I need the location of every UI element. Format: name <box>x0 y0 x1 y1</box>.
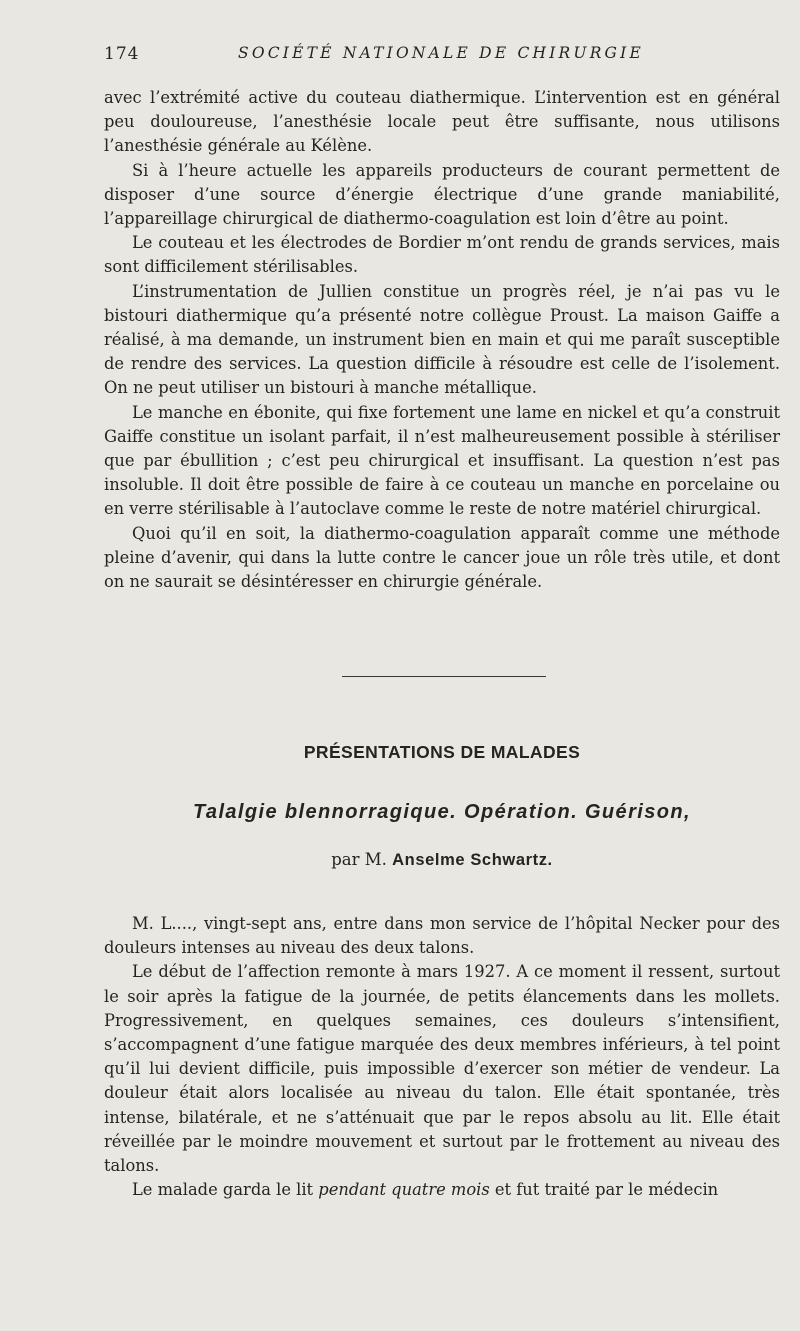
paragraph: Quoi qu’il en soit, la diathermo-coagulation apparaît comme une méthode pleine d’avenir, qui dans la lutte contre le cancer joue un rôle très utile, et dont on ne saurait se désintéresser en chirurgie générale. <box>104 523 780 592</box>
paragraph: Si à l’heure actuelle les appareils producteurs de courant permettent de disposer d’une source d’énergie électrique d’une grande maniabilité, l’appareillage chirurgical de diathermo-coagulation est loin d’être au point. <box>104 160 780 229</box>
italic-text: pendant quatre mois <box>318 1180 490 1200</box>
paragraph: Le début de l’affection remonte à mars 1927. A ce moment il ressent, surtout le soir après la fatigue de la journée, de petits élancements dans les mollets. Progressivement, en quelques semaines, ces douleurs s’intensifient, s’accompagnent d’une fatigue marquée des deux membres inférieurs, à tel point qu’il lui devient difficile, puis impossible d’exercer son métier de vendeur. La douleur était alors localisée au niveau du talon. Elle était spontanée, très intense, bilatérale, et ne s’atténuait que par le repos absolu au lit. Elle était réveillée par le moindre mouvement et surtout par le frottement au niveau des talons. <box>104 962 780 1176</box>
author-name: Anselme Schwartz. <box>392 851 553 869</box>
text-run: Le malade garda le lit <box>132 1180 314 1200</box>
paragraph: Le manche en ébonite, qui fixe fortement une lame en nickel et qu’a construit Gaiffe constitue un isolant parfait, il n’est malheureusement possible à stériliser que par ébullition ; c’est peu chirurgical et insuffisant. La question n’est pas insoluble. Il doit être possible de faire à ce couteau un manche en porcelaine ou en verre stérilisable à l’autoclave comme le reste de notre matériel chirurgical. <box>104 402 780 519</box>
article-title: Talalgie blennorragique. Opération. Guérison, <box>193 801 691 823</box>
paragraph: L’instrumentation de Jullien constitue un progrès réel, je n’ai pas vu le bistouri diathermique qu’a présenté notre collègue Proust. La maison Gaiffe a réalisé, à ma demande, un instrument bien en main et qui me paraît susceptible de rendre des services. La question difficile à résoudre est celle de l’isolement. On ne peut utiliser un bistouri à manche métallique. <box>104 281 780 398</box>
case-report <box>104 912 780 1202</box>
running-header <box>104 44 778 66</box>
paragraph <box>104 1178 780 1202</box>
article-continuation <box>104 86 780 594</box>
text-run: et fut traité par le médecin <box>494 1180 719 1200</box>
page-number: 174 <box>104 44 140 64</box>
byline <box>104 850 780 870</box>
section-heading: PRÉSENTATIONS DE MALADES <box>303 742 581 762</box>
section-divider <box>342 676 546 677</box>
journal-title: SOCIÉTÉ NATIONALE DE CHIRURGIE <box>238 44 644 62</box>
paragraph: M. L...., vingt-sept ans, entre dans mon service de l’hôpital Necker pour des douleurs intenses au niveau des deux talons. <box>104 914 780 958</box>
byline-prefix: par M. <box>331 850 387 869</box>
paragraph: avec l’extrémité active du couteau diathermique. L’intervention est en général peu douloureuse, l’anesthésie locale peut être suffisante, nous utilisons l’anesthésie générale au Kélène. <box>104 88 780 156</box>
paragraph: Le couteau et les électrodes de Bordier m’ont rendu de grands services, mais sont difficilement stérilisables. <box>104 233 780 277</box>
